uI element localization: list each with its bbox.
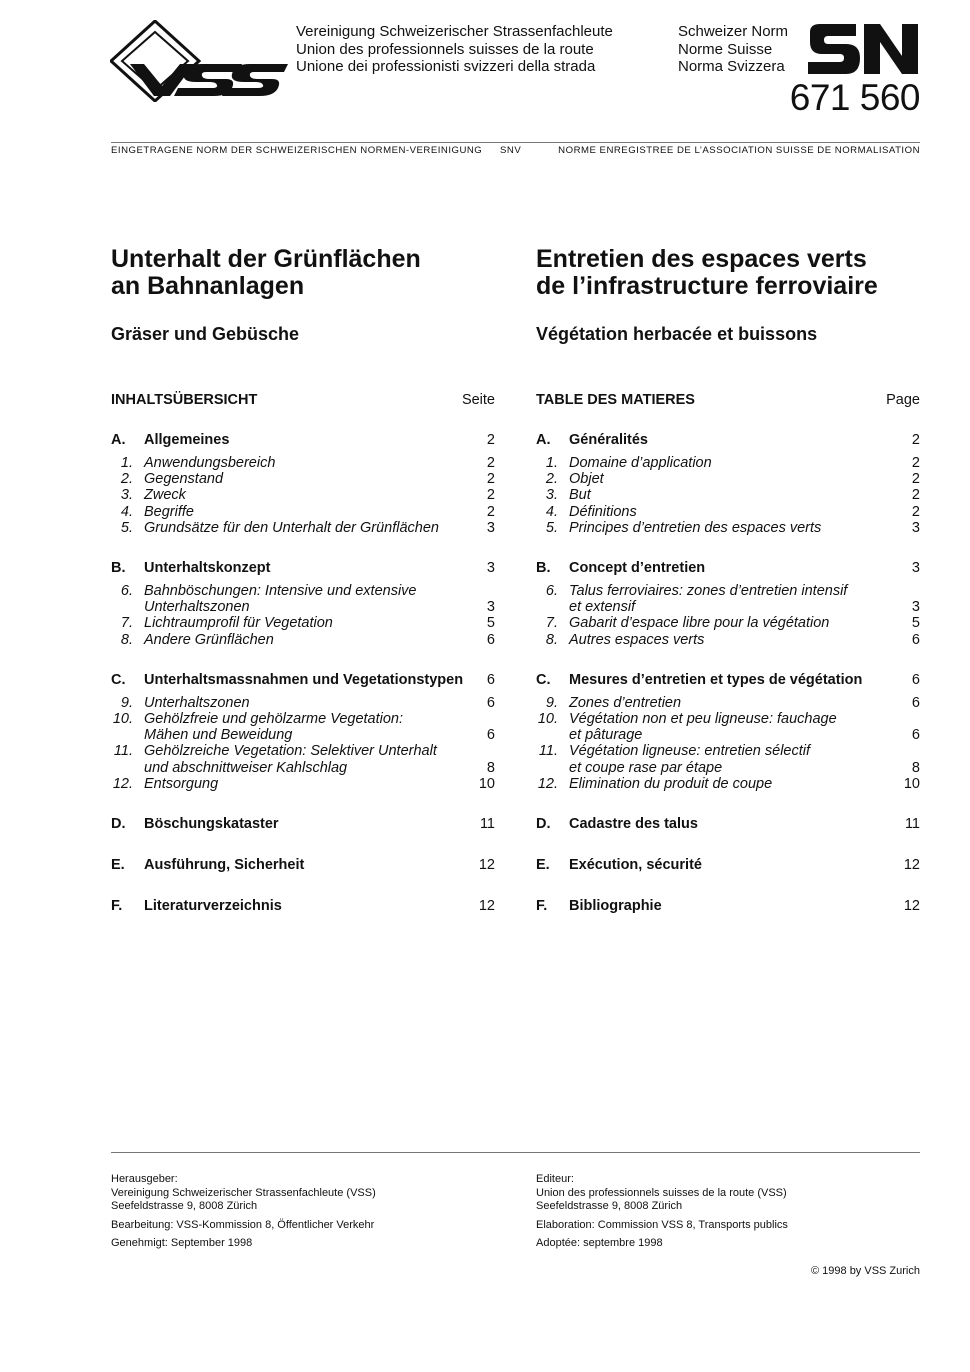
toc-item-number: 8. — [545, 631, 558, 648]
toc-item — [536, 471, 920, 487]
toc-header-de — [111, 392, 495, 408]
footer-de — [111, 1173, 495, 1256]
toc-item-line: But — [569, 487, 591, 504]
page-title-de — [111, 246, 495, 300]
toc-item — [111, 776, 495, 792]
publisher-label: Herausgeber: — [111, 1173, 178, 1185]
toc-item-line: Gegenstand — [144, 471, 224, 488]
toc-item — [536, 711, 920, 743]
toc-item-page: 2 — [911, 503, 920, 520]
toc-item-title — [144, 583, 465, 615]
toc-item — [536, 583, 920, 615]
toc-section-page: 2 — [486, 432, 495, 448]
toc-item-number: 12. — [112, 775, 133, 792]
toc-item-title — [144, 776, 465, 792]
toc-item-title — [569, 711, 890, 743]
toc-item-page: 6 — [486, 631, 495, 648]
toc-item-line: Principes d’entretien des espaces verts — [569, 519, 822, 536]
toc-item-line: Gabarit d’espace libre pour la végétation — [569, 615, 830, 632]
toc-item — [536, 520, 920, 536]
toc-item-number: 4. — [120, 503, 133, 520]
french-column — [536, 246, 920, 915]
toc-item-title — [144, 615, 465, 631]
toc-section-page: 11 — [479, 816, 495, 833]
toc-item-title — [144, 520, 465, 536]
toc-item-title — [569, 632, 890, 648]
toc-item — [536, 504, 920, 520]
toc-item-line: Talus ferroviaires: zones d’entretien intensif — [569, 583, 848, 600]
german-column — [111, 246, 495, 915]
toc-section — [111, 815, 495, 833]
toc-item-number: 1. — [545, 455, 558, 471]
toc-section-row — [536, 431, 920, 449]
toc-item — [111, 471, 495, 487]
toc-item-page: 10 — [903, 775, 920, 792]
toc-section-title: Mesures d’entretien et types de végétation — [569, 671, 863, 688]
toc-section-page: 12 — [478, 898, 495, 915]
toc-heading: INHALTSÜBERSICHT — [111, 392, 258, 408]
toc-item-number: 2. — [120, 471, 133, 488]
toc-item — [536, 632, 920, 648]
toc-item — [536, 615, 920, 631]
toc-item-line: Zones d’entretien — [569, 694, 682, 711]
editing-note: Elaboration: Commission VSS 8, Transports publics — [536, 1218, 788, 1231]
toc-item-line: Gehölzfreie und gehölzarme Vegetation: — [144, 711, 404, 728]
toc-item-line: und abschnittweiser Kahlschlag — [144, 759, 348, 776]
toc-item-title — [569, 504, 890, 520]
toc-section-page: 11 — [904, 816, 920, 833]
org-line-fr: Union des professionnels suisses de la route — [296, 40, 594, 58]
toc-item — [111, 711, 495, 743]
toc-section-letter: D. — [536, 816, 551, 833]
toc-item-page: 6 — [911, 727, 920, 744]
toc-item-list — [536, 583, 920, 648]
toc-item-line: Bahnböschungen: Intensive und extensive — [144, 583, 417, 600]
toc-section — [111, 559, 495, 648]
title-line: Entretien des espaces verts — [536, 245, 867, 273]
toc-item-page: 6 — [486, 727, 495, 744]
editing-note: Bearbeitung: VSS-Kommission 8, Öffentlicher Verkehr — [111, 1218, 375, 1231]
publisher-name: Vereinigung Schweizerischer Strassenfachleute (VSS) — [111, 1186, 376, 1199]
toc-section — [536, 897, 920, 915]
toc-section — [536, 856, 920, 874]
toc-item-line: Végétation non et peu ligneuse: fauchage — [569, 711, 837, 728]
sn-logo — [806, 20, 920, 78]
toc-item — [111, 743, 495, 775]
copyright: © 1998 by VSS Zurich — [811, 1265, 920, 1277]
toc-item-page: 6 — [911, 631, 920, 648]
toc-item-title — [144, 632, 465, 648]
toc-item-page: 6 — [911, 694, 920, 711]
toc-section — [536, 559, 920, 648]
toc-section-page: 6 — [486, 671, 495, 688]
toc-item-page: 2 — [486, 503, 495, 520]
toc-item-number: 8. — [120, 631, 133, 648]
toc-item-number: 7. — [120, 615, 133, 632]
toc-item-number: 9. — [545, 694, 558, 711]
toc-item-number: 12. — [537, 775, 558, 792]
toc-section-title: Literaturverzeichnis — [144, 898, 282, 915]
toc-item-number: 11. — [538, 743, 558, 760]
toc-item — [536, 743, 920, 775]
toc-item-list — [536, 695, 920, 792]
toc-item-title — [569, 776, 890, 792]
toc-section-letter: F. — [536, 898, 548, 915]
toc-item-title — [569, 471, 890, 487]
toc-item-line: Andere Grünflächen — [144, 631, 274, 648]
toc-item-page: 3 — [486, 599, 495, 616]
title-line: an Bahnanlagen — [111, 272, 305, 300]
toc-item — [536, 487, 920, 503]
toc-section-row — [536, 897, 920, 915]
table-of-contents-fr — [536, 431, 920, 915]
toc-item-title — [569, 695, 890, 711]
toc-section-title: Généralités — [569, 432, 648, 448]
publisher-address: Seefeldstrasse 9, 8008 Zürich — [111, 1200, 258, 1212]
toc-item-page: 5 — [486, 615, 495, 632]
toc-section-letter: F. — [111, 898, 123, 915]
toc-item-page: 2 — [486, 471, 495, 488]
toc-section-page: 12 — [478, 857, 495, 874]
toc-page-label: Page — [886, 392, 920, 408]
toc-section-page: 12 — [903, 898, 920, 915]
publisher-block — [111, 1173, 495, 1214]
toc-item-line: et coupe rase par étape — [569, 759, 723, 776]
toc-item-number: 10. — [112, 711, 133, 728]
toc-section-letter: E. — [536, 857, 550, 874]
toc-item-title — [144, 695, 465, 711]
toc-item — [536, 695, 920, 711]
toc-section-row — [111, 815, 495, 833]
toc-section — [111, 671, 495, 792]
toc-header-fr — [536, 392, 920, 408]
toc-item-page: 2 — [486, 487, 495, 504]
toc-item-line: Objet — [569, 471, 604, 488]
toc-item — [111, 615, 495, 631]
approval-note: Adoptée: septembre 1998 — [536, 1237, 663, 1249]
toc-item — [111, 583, 495, 615]
toc-item-number: 10. — [537, 711, 558, 728]
toc-item-title — [144, 711, 465, 743]
toc-item-title — [569, 520, 890, 536]
toc-item — [111, 632, 495, 648]
org-line-de: Vereinigung Schweizerischer Strassenfachleute — [296, 23, 613, 40]
toc-item-page: 5 — [911, 615, 920, 632]
norm-line-it: Norma Svizzera — [678, 58, 785, 75]
toc-section-page: 12 — [903, 857, 920, 874]
toc-section-row — [111, 671, 495, 689]
publisher-name: Union des professionnels suisses de la route (VSS) — [536, 1186, 787, 1199]
toc-section-page: 6 — [911, 671, 920, 688]
toc-item-title — [569, 487, 890, 503]
toc-item-line: Unterhaltszonen — [144, 694, 250, 711]
toc-item — [111, 695, 495, 711]
toc-item-title — [569, 455, 890, 471]
standard-number: 671 560 — [789, 77, 920, 118]
title-line: de l’infrastructure ferroviaire — [536, 272, 878, 300]
publisher-label: Editeur: — [536, 1173, 574, 1185]
toc-item-line: Végétation ligneuse: entretien sélectif — [569, 743, 811, 760]
toc-item-line: Entsorgung — [144, 775, 219, 792]
toc-section-title: Ausführung, Sicherheit — [144, 857, 305, 874]
toc-item-number: 1. — [120, 455, 133, 471]
toc-section-row — [111, 897, 495, 915]
toc-item-number: 3. — [120, 487, 133, 504]
toc-item-number: 5. — [545, 519, 558, 536]
toc-item-list — [111, 583, 495, 648]
toc-section — [536, 431, 920, 536]
toc-section-row — [111, 856, 495, 874]
toc-item-title — [569, 743, 890, 775]
toc-item-number: 7. — [545, 615, 558, 632]
toc-section-letter: E. — [111, 857, 125, 874]
toc-item — [111, 455, 495, 471]
toc-section-row — [536, 856, 920, 874]
toc-section-title: Böschungskataster — [144, 816, 279, 833]
toc-section-title: Unterhaltskonzept — [144, 560, 271, 577]
toc-section-title: Concept d’entretien — [569, 560, 706, 577]
toc-item-page: 2 — [911, 487, 920, 504]
toc-item-line: Mähen und Beweidung — [144, 727, 293, 744]
toc-section — [111, 431, 495, 536]
header-divider — [111, 142, 920, 143]
toc-section-row — [111, 431, 495, 449]
toc-item — [111, 520, 495, 536]
publisher-block — [536, 1173, 920, 1214]
toc-item-line: et pâturage — [569, 727, 643, 744]
toc-section-row — [536, 671, 920, 689]
toc-item-line: Définitions — [569, 503, 637, 520]
toc-item-title — [144, 455, 465, 471]
toc-item — [536, 455, 920, 471]
toc-item-title — [144, 743, 465, 775]
toc-item-number: 6. — [120, 583, 133, 600]
toc-section-title: Allgemeines — [144, 432, 230, 448]
title-line: Unterhalt der Grünflächen — [111, 245, 421, 273]
toc-item-number: 6. — [545, 583, 558, 600]
toc-section-title: Exécution, sécurité — [569, 857, 702, 874]
toc-item-list — [536, 455, 920, 536]
toc-item-list — [111, 455, 495, 536]
toc-section-letter: B. — [536, 560, 551, 577]
toc-item-number: 11. — [113, 743, 133, 760]
toc-item-line: Begriffe — [144, 503, 194, 520]
toc-item-page: 10 — [478, 775, 495, 792]
toc-section — [536, 815, 920, 833]
table-of-contents-de — [111, 431, 495, 915]
toc-heading: TABLE DES MATIERES — [536, 392, 695, 408]
footer-divider — [111, 1152, 920, 1153]
toc-section-title: Bibliographie — [569, 898, 662, 915]
publisher-address: Seefeldstrasse 9, 8008 Zürich — [536, 1200, 683, 1212]
toc-item-number: 5. — [120, 519, 133, 536]
toc-item-line: Anwendungsbereich — [144, 455, 276, 471]
toc-item-page: 2 — [486, 455, 495, 471]
toc-section-letter: C. — [111, 671, 126, 688]
org-line-it: Unione dei professionisti svizzeri della strada — [296, 58, 596, 75]
toc-item-page: 8 — [911, 759, 920, 776]
toc-item-line: Grundsätze für den Unterhalt der Grünflächen — [144, 519, 439, 536]
toc-item-line: Autres espaces verts — [569, 631, 705, 648]
vss-logo — [110, 20, 290, 102]
norm-line-de: Schweizer Norm — [678, 23, 789, 40]
toc-item — [111, 504, 495, 520]
toc-section-row — [536, 815, 920, 833]
toc-item-number: 3. — [545, 487, 558, 504]
registration-note-fr: NORME ENREGISTREE DE L’ASSOCIATION SUISSE DE NORMALISATION — [558, 145, 920, 156]
toc-item-page: 8 — [486, 759, 495, 776]
toc-section — [536, 671, 920, 792]
approval-note: Genehmigt: September 1998 — [111, 1237, 253, 1249]
toc-section-letter: D. — [111, 816, 126, 833]
toc-item-line: Domaine d’application — [569, 455, 712, 471]
toc-section-page: 3 — [486, 560, 495, 577]
toc-item-title — [569, 615, 890, 631]
toc-item-title — [144, 487, 465, 503]
toc-section-letter: C. — [536, 671, 551, 688]
toc-item-page: 2 — [911, 471, 920, 488]
subtitle-de: Gräser und Gebüsche — [111, 324, 300, 344]
toc-item-title — [569, 583, 890, 615]
norm-line-fr: Norme Suisse — [678, 40, 773, 58]
toc-section-page: 2 — [911, 432, 920, 448]
toc-item-list — [111, 695, 495, 792]
toc-section-row — [111, 559, 495, 577]
publisher-names — [296, 23, 613, 76]
subtitle-fr: Végétation herbacée et buissons — [536, 324, 818, 344]
page-title-fr — [536, 246, 920, 300]
footer-fr — [536, 1173, 920, 1256]
toc-item-page: 3 — [911, 599, 920, 616]
toc-section-title: Unterhaltsmassnahmen und Vegetationstypen — [144, 671, 464, 688]
toc-item-line: Gehölzreiche Vegetation: Selektiver Unterhalt — [144, 743, 437, 760]
toc-section-letter: A. — [536, 432, 551, 448]
toc-item-number: 2. — [545, 471, 558, 488]
toc-item-page: 2 — [911, 455, 920, 471]
toc-section-title: Cadastre des talus — [569, 816, 698, 833]
toc-section — [111, 856, 495, 874]
toc-item-title — [144, 471, 465, 487]
registration-snv: SNV — [500, 145, 522, 156]
toc-item-number: 9. — [120, 694, 133, 711]
registration-note-de: EINGETRAGENE NORM DER SCHWEIZERISCHEN NORMEN-VEREINIGUNG — [111, 145, 483, 156]
toc-item-line: Unterhaltszonen — [144, 599, 250, 616]
toc-section — [111, 897, 495, 915]
toc-item-line: Zweck — [144, 487, 186, 504]
norm-type-labels — [678, 23, 788, 76]
toc-item — [111, 487, 495, 503]
toc-section-page: 3 — [911, 560, 920, 577]
toc-item-page: 3 — [911, 519, 920, 536]
toc-item-page: 3 — [486, 519, 495, 536]
toc-item-title — [144, 504, 465, 520]
toc-section-letter: A. — [111, 432, 126, 448]
toc-section-row — [536, 559, 920, 577]
toc-page-label: Seite — [461, 392, 495, 408]
toc-section-letter: B. — [111, 560, 126, 577]
toc-item-line: et extensif — [569, 599, 636, 616]
toc-item — [536, 776, 920, 792]
toc-item-line: Elimination du produit de coupe — [569, 775, 773, 792]
toc-item-page: 6 — [486, 694, 495, 711]
toc-item-number: 4. — [545, 503, 558, 520]
toc-item-line: Lichtraumprofil für Vegetation — [144, 615, 333, 632]
